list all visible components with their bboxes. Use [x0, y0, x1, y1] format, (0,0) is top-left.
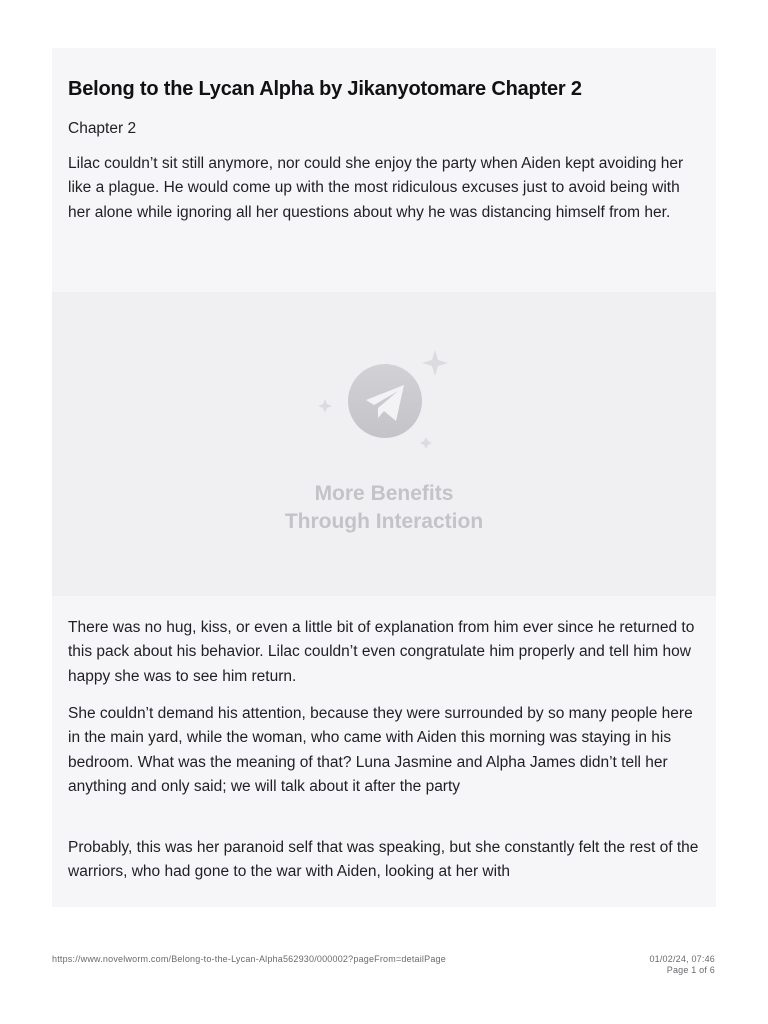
promo-line-2: Through Interaction	[284, 510, 484, 533]
chapter-label: Chapter 2	[68, 120, 137, 137]
paragraph-4: Probably, this was her paranoid self that was speaking, but she constantly felt the rest of the warriors, who had gone to the war with Aiden, looking at her with	[68, 839, 699, 881]
promo-line-1: More Benefits	[314, 482, 454, 505]
footer-meta	[649, 954, 715, 976]
footer-url: https://www.novelworm.com/Belong-to-the-Lycan-Alpha562930/000002?pageFrom=detailPage	[52, 954, 446, 964]
footer-datetime: 01/02/24, 07:46	[649, 954, 715, 964]
paragraph-3: She couldn’t demand his attention, because they were surrounded by so many people here in the main yard, while the woman, who came with Aiden this morning was staying in his bedroom. What was the meaning of that? Luna Jasmine and Alpha James didn’t tell her anything and only said; we will talk about it after the party	[68, 705, 693, 796]
promo-banner[interactable]	[52, 292, 716, 596]
paragraph-1: Lilac couldn’t sit still anymore, nor could she enjoy the party when Aiden kept avoiding her like a plague. He would come up with the most ridiculous excuses just to avoid being with her alone while ignoring all her questions about why he was distancing himself from her.	[68, 155, 684, 221]
telegram-icon	[52, 292, 716, 596]
article-card	[52, 48, 716, 907]
paragraph-2: There was no hug, kiss, or even a little bit of explanation from him ever since he returned to this pack about his behavior. Lilac couldn’t even congratulate him properly and tell him how happy she was to see him return.	[68, 619, 695, 685]
footer-page-number: Page 1 of 6	[666, 965, 715, 975]
article-title: Belong to the Lycan Alpha by Jikanyotomare Chapter 2	[68, 78, 582, 100]
